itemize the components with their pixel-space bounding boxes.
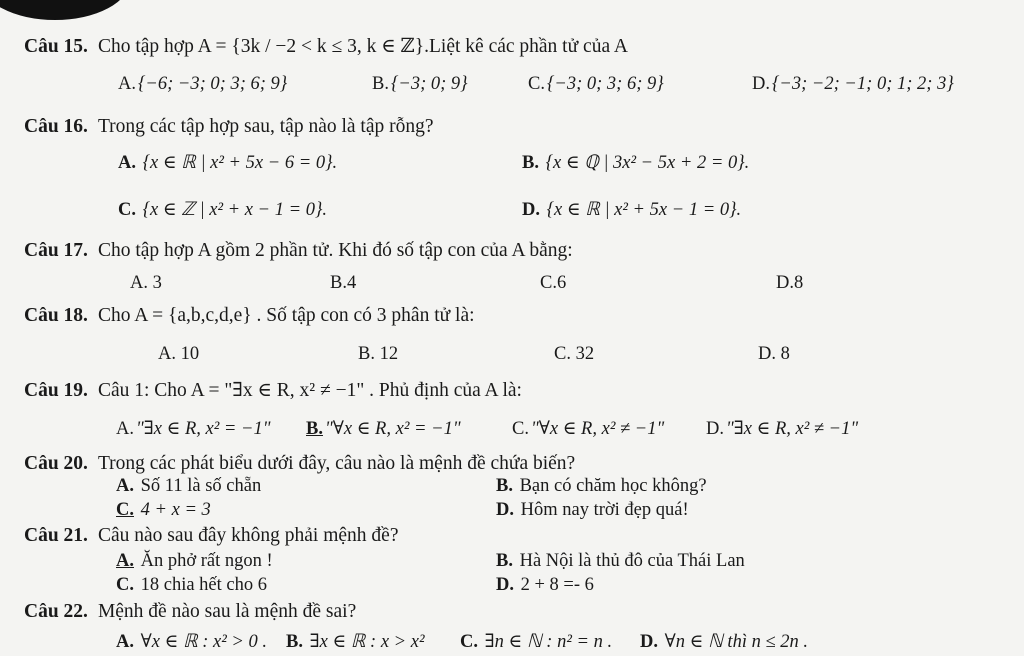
question-text: Cho tập hợp A = {3k / −2 < k ≤ 3, k ∈ ℤ}.Liệt kê các phần tử của A [97, 36, 628, 57]
question-number: Câu 15. [24, 36, 88, 57]
option-a: A. "∃x ∈ R, x² = −1" [116, 419, 271, 439]
option-d: D. Hôm nay trời đẹp quá! [496, 500, 689, 520]
option-b: B.4 [330, 273, 357, 293]
option-d: D. 2 + 8 =- 6 [496, 575, 594, 595]
option-d: D.8 [776, 273, 804, 293]
option-b: B. Bạn có chăm học không? [496, 476, 707, 496]
option-d: D. {x ∈ ℝ | x² + 5x − 1 = 0}. [522, 200, 742, 220]
question-16: Câu 16. Trong các tập hợp sau, tập nào là tập rỗng? [24, 116, 434, 137]
option-d: D. "∃x ∈ R, x² ≠ −1" [706, 419, 859, 439]
option-b: B. "∀x ∈ R, x² = −1" [306, 419, 461, 439]
option-c: C. {x ∈ ℤ | x² + x − 1 = 0}. [118, 200, 327, 220]
question-20: Câu 20. Trong các phát biểu dưới đây, câu nào là mệnh đề chứa biến? [24, 453, 576, 474]
option-a: A. Số 11 là số chẵn [116, 476, 262, 496]
option-c: C. 18 chia hết cho 6 [116, 575, 267, 595]
question-22: Câu 22. Mệnh đề nào sau là mệnh đề sai? [24, 601, 357, 622]
option-b: B. ∃x ∈ ℝ : x > x² [286, 632, 425, 652]
option-b: B. 12 [358, 344, 399, 364]
photo-corner-shadow [0, 0, 130, 20]
option-a: A. 3 [130, 273, 162, 293]
option-a: A. {x ∈ ℝ | x² + 5x − 6 = 0}. [118, 153, 338, 173]
option-a: A. Ăn phở rất ngon ! [116, 551, 273, 571]
option-b: B. {−3; 0; 9} [372, 74, 468, 94]
question-21: Câu 21. Câu nào sau đây không phải mệnh đề? [24, 525, 399, 546]
question-19: Câu 19. Câu 1: Cho A = "∃x ∈ R, x² ≠ −1" . Phủ định của A là: [24, 380, 522, 401]
option-d: D. {−3; −2; −1; 0; 1; 2; 3} [752, 74, 954, 94]
question-17: Câu 17. Cho tập hợp A gồm 2 phần tử. Khi đó số tập con của A bằng: [24, 240, 573, 261]
option-d: D. 8 [758, 344, 790, 364]
question-18: Câu 18. Cho A = {a,b,c,d,e} . Số tập con có 3 phân tử là: [24, 305, 475, 326]
option-a: A. 10 [158, 344, 200, 364]
option-d: D. ∀n ∈ ℕ thì n ≤ 2n . [640, 632, 808, 652]
option-c: C. "∀x ∈ R, x² ≠ −1" [512, 419, 665, 439]
option-b: B. {x ∈ ℚ | 3x² − 5x + 2 = 0}. [522, 153, 750, 173]
option-a: A. {−6; −3; 0; 3; 6; 9} [118, 74, 288, 94]
option-a: A. ∀x ∈ ℝ : x² > 0 . [116, 632, 267, 652]
option-c: C. {−3; 0; 3; 6; 9} [528, 74, 664, 94]
option-b: B. Hà Nội là thủ đô của Thái Lan [496, 551, 745, 571]
option-c: C. 4 + x = 3 [116, 500, 211, 520]
option-c: C. 32 [554, 344, 595, 364]
question-15 [24, 34, 628, 58]
option-c: C. ∃n ∈ ℕ : n² = n . [460, 632, 613, 652]
option-c: C.6 [540, 273, 567, 293]
